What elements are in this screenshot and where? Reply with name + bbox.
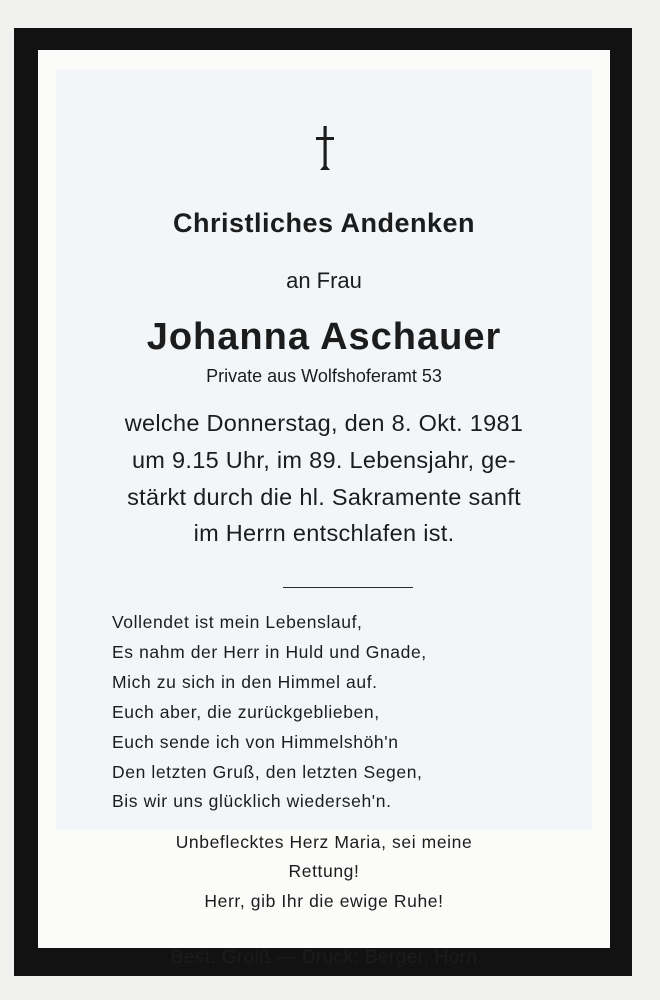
poem-line: Vollendet ist mein Lebenslauf, [112, 612, 363, 632]
poem-line: Bis wir uns glücklich wiederseh'n. [112, 791, 392, 811]
prayer-line: Rettung! [288, 861, 360, 881]
black-mourning-border [14, 28, 632, 976]
death-notice-line: welche Donnerstag, den 8. Okt. 1981 [124, 410, 524, 436]
card-inner-panel [38, 50, 610, 968]
death-notice-line: stärkt durch die hl. Sakramente sanft [127, 484, 521, 510]
poem-line: Euch aber, die zurückgeblieben, [112, 702, 380, 722]
poem-line: Den letzten Gruß, den letzten Segen, [112, 762, 423, 782]
death-notice-line: im Herrn entschlafen ist. [193, 520, 455, 546]
poem-line: Es nahm der Herr in Huld und Gnade, [112, 642, 427, 662]
printer-credit: Best. Groiß — Druck: Berger, Horn [170, 947, 478, 968]
salutation: an Frau [286, 268, 362, 293]
deceased-name: Johanna Aschauer [146, 316, 502, 358]
poem-line: Mich zu sich in den Himmel auf. [112, 672, 378, 692]
separator-rule [283, 587, 413, 588]
death-notice-line: um 9.15 Uhr, im 89. Lebensjahr, ge- [131, 447, 517, 473]
residence-line: Private aus Wolfshoferamt 53 [206, 366, 442, 386]
cross-icon [314, 126, 336, 170]
prayer-line: Unbeflecktes Herz Maria, sei meine [175, 832, 473, 852]
card-title: Christliches Andenken [172, 208, 476, 238]
prayer-line: Herr, gib Ihr die ewige Ruhe! [204, 891, 444, 911]
poem-line: Euch sende ich von Himmelshöh'n [112, 732, 399, 752]
